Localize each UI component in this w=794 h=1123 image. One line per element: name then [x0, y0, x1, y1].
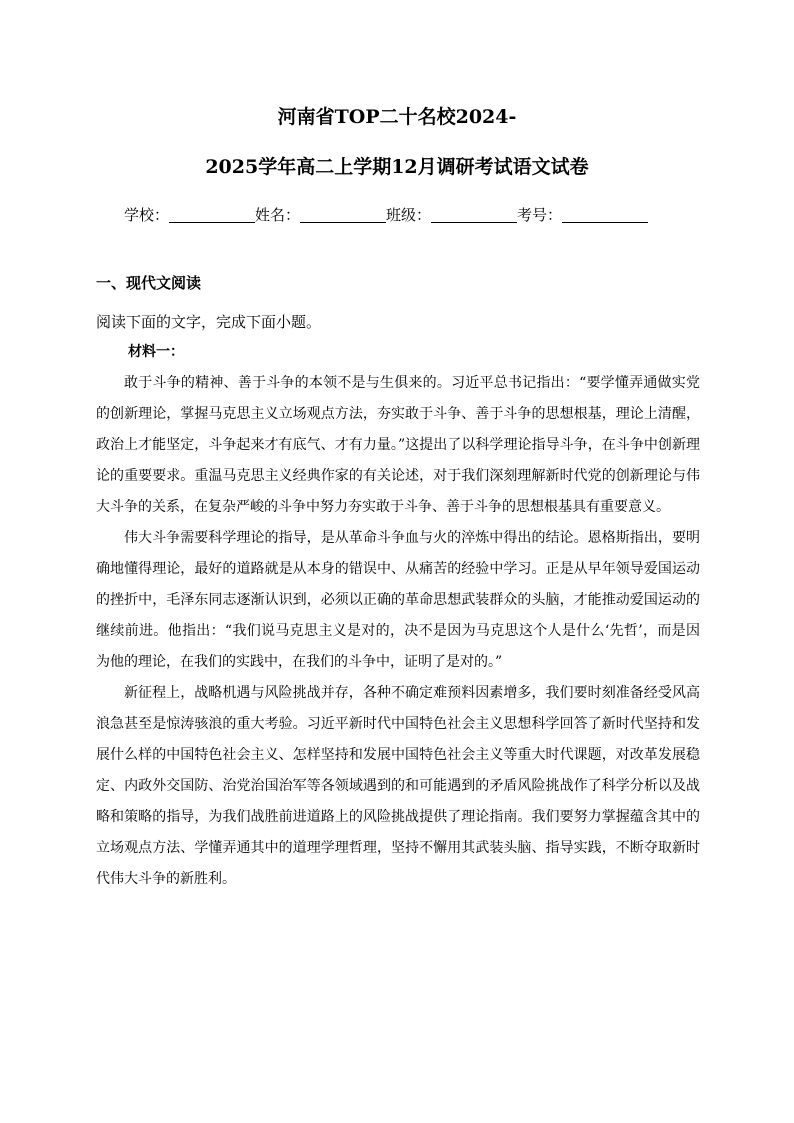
passage-paragraph: 敢于斗争的精神、善于斗争的本领不是与生俱来的。习近平总书记指出：“要学懂弄通做实党的创新理论，掌握马克思主义立场观点方法，夯实敢于斗争、善于斗争的思想根基，理论上清醒，政治上才能坚定，斗争起来才有底气、才有力量。”这提出了以科学理论指导斗争，在斗争中创新理论的重要要求。重温马克思主义经典作家的有关论述，对于我们深刻理解新时代党的创新理论与伟大斗争的关系，在复杂严峻的斗争中努力夯实敢于斗争、善于斗争的思想根基具有重要意义。 — [96, 375, 700, 515]
exam-number-label: 考号： — [517, 206, 563, 224]
school-label: 学校： — [124, 206, 170, 224]
exam-title-line-2: 2025学年高二上学期12月调研考试语文试卷 — [205, 156, 589, 178]
student-info-row — [124, 204, 648, 226]
passage-paragraph: 新征程上，战略机遇与风险挑战并存，各种不确定难预料因素增多，我们要时刻准备经受风高浪急甚至是惊涛骇浪的重大考验。习近平新时代中国特色社会主义思想科学回答了新时代坚持和发展什么样的中国特色社会主义、怎样坚持和发展中国特色社会主义等重大时代课题，对改革发展稳定、内政外交国防、治党治国治军等各领域遇到的和可能遇到的矛盾风险挑战作了科学分析以及战略和策略的指导，为我们战胜前进道路上的风险挑战提供了理论指南。我们要努力掌握蕴含其中的立场观点方法、学懂弄通其中的道理学理哲理，坚持不懈用其武装头脑、指导实践，不断夺取新时代伟大斗争的新胜利。 — [96, 685, 700, 887]
reading-instruction: 阅读下面的文字，完成下面小题。 — [96, 313, 322, 331]
reading-passage — [96, 368, 700, 895]
class-blank[interactable] — [431, 206, 517, 223]
school-blank[interactable] — [169, 206, 255, 223]
name-label: 姓名： — [255, 206, 301, 224]
name-blank[interactable] — [300, 206, 386, 223]
exam-title-line-1: 河南省TOP二十名校2024- — [277, 106, 517, 128]
material-label: 材料一： — [128, 344, 184, 360]
section-heading: 一、现代文阅读 — [96, 274, 202, 292]
exam-number-blank[interactable] — [562, 206, 648, 223]
passage-paragraph: 伟大斗争需要科学理论的指导，是从革命斗争血与火的淬炼中得出的结论。恩格斯指出，要明确地懂得理论，最好的道路就是从本身的错误中、从痛苦的经验中学习。正是从早年领导爱国运动的挫折中，毛泽东同志逐渐认识到，必须以正确的革命思想武装群众的头脑，才能推动爱国运动的继续前进。他指出：“我们说马克思主义是对的，决不是因为马克思这个人是什么‘先哲’，而是因为他的理论，在我们的实践中，在我们的斗争中，证明了是对的。” — [96, 530, 700, 670]
class-label: 班级： — [386, 206, 432, 224]
